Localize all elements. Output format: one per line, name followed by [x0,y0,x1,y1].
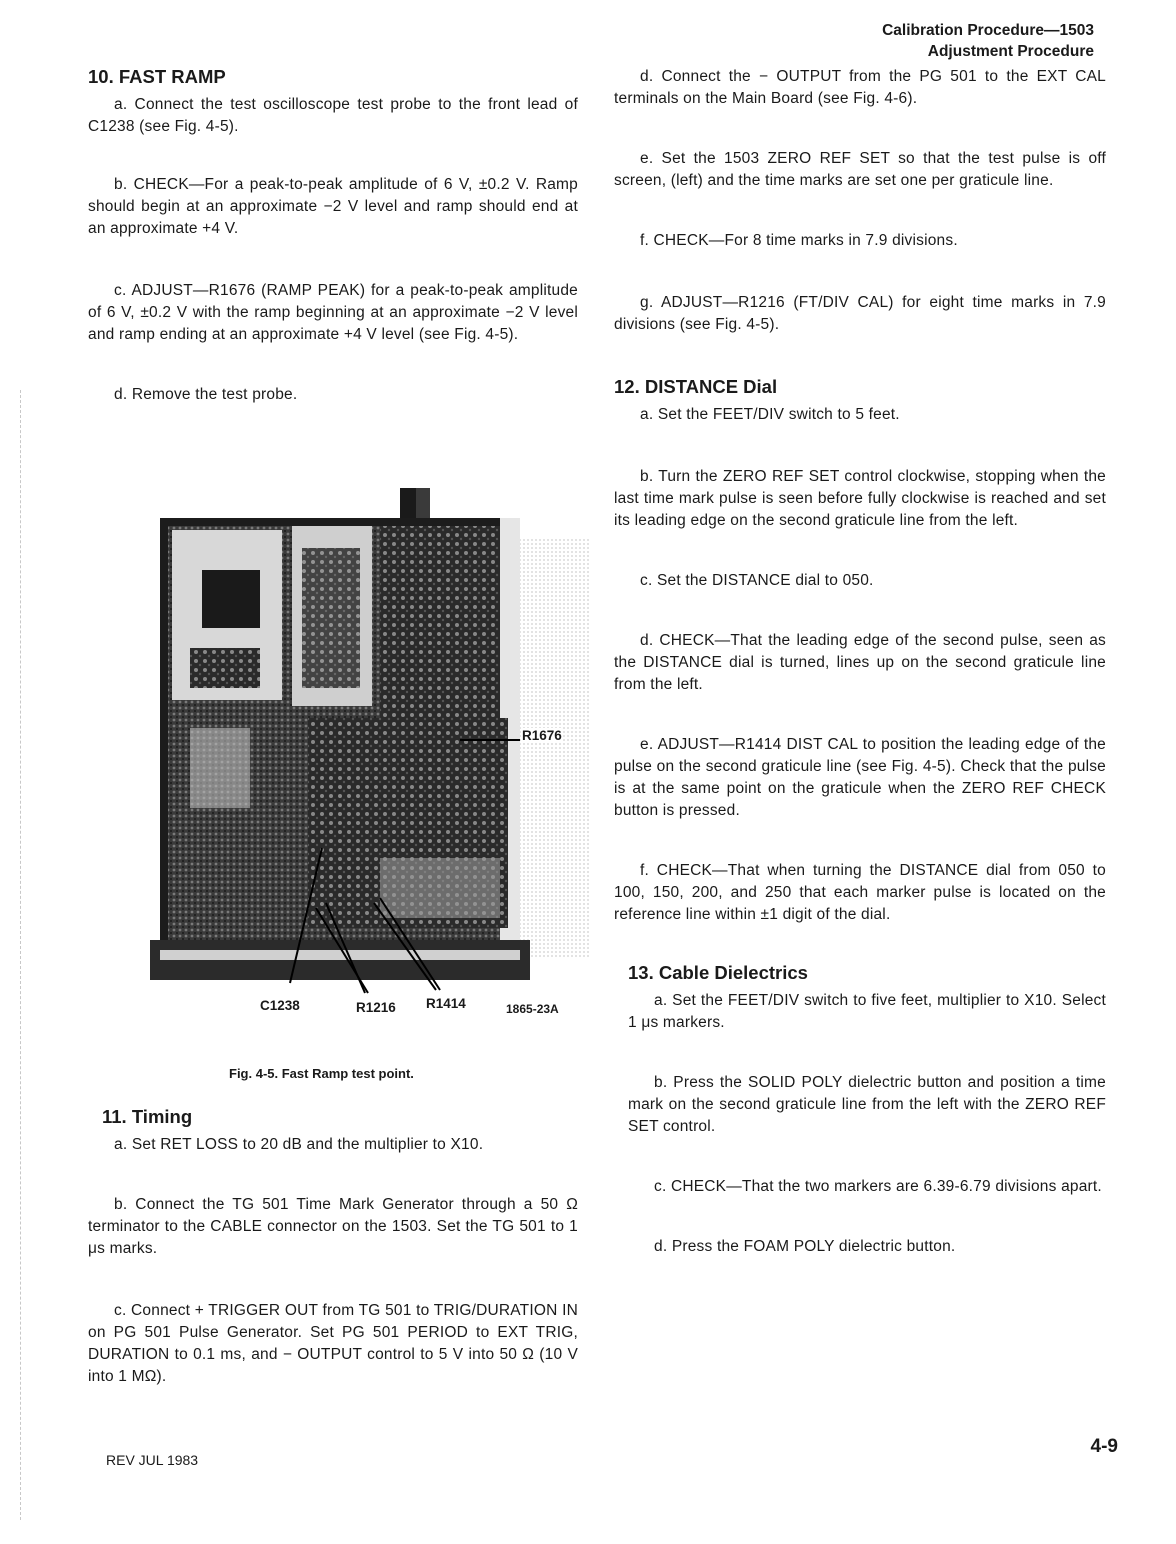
figure-photo [130,478,590,1023]
right-column [614,66,1106,1290]
s11-step-a: a. Set RET LOSS to 20 dB and the multiplier to X10. [114,1136,484,1153]
s12-step-e: e. ADJUST—R1414 DIST CAL to position the leading edge of the pulse on the second graticule line (see Fig. 4-5). Check that the pulse is at the same point on the graticule when the ZERO REF CHECK button is pressed. [614,736,1106,819]
header-subtitle: Adjustment Procedure [927,43,1094,60]
page-number: 4-9 [1090,1436,1118,1457]
s13-step-c: c. CHECK—That the two markers are 6.39-6.79 divisions apart. [654,1178,1102,1195]
label-r1216: R1216 [356,1000,396,1015]
scan-margin-marks [20,390,23,1520]
s10-step-b: b. CHECK—For a peak-to-peak amplitude of 6 V, ±0.2 V. Ramp should begin at an approximate −2 V level and ramp should end at an approximate +4 V. [88,176,578,237]
footer-revision: REV JUL 1983 [106,1452,199,1468]
s11-step-b: b. Connect the TG 501 Time Mark Generator through a 50 Ω terminator to the CABLE connector on the 1503. Set the TG 501 to 1 μs marks. [88,1196,578,1257]
s11-step-c: c. Connect + TRIGGER OUT from TG 501 to TRIG/DURATION IN on PG 501 Pulse Generator. Set PG 501 PERIOD to EXT TRIG, DURATION to 0.1 ms, and − OUTPUT control to 5 V into 50 Ω (10 V into 1 MΩ). [88,1302,578,1385]
label-c1238: C1238 [260,998,300,1013]
label-r1676: R1676 [522,728,562,743]
s11-step-e: e. Set the 1503 ZERO REF SET so that the test pulse is off screen, (left) and the time marks are set one per graticule line. [614,150,1106,189]
section-11-title: 11. Timing [102,1106,193,1127]
figure-id: 1865-23A [506,1002,559,1016]
s12-step-d: d. CHECK—That the leading edge of the second pulse, seen as the DISTANCE dial is turned, lines up on the second graticule line from the left. [614,632,1106,693]
s12-step-f: f. CHECK—That when turning the DISTANCE dial from 050 to 100, 150, 200, and 250 that each marker pulse is located on the reference line within ±1 digit of the dial. [614,862,1106,923]
header-title: Calibration Procedure—1503 [882,22,1094,39]
label-r1414: R1414 [426,996,466,1011]
s12-step-b: b. Turn the ZERO REF SET control clockwise, stopping when the last time mark pulse is seen before fully clockwise is reached and set its leading edge on the second graticule line from the left. [614,468,1106,529]
circuit-board-photo [130,478,590,1023]
page-header [882,20,1094,62]
section-12-title: 12. DISTANCE Dial [614,376,778,397]
s10-step-a: a. Connect the test oscilloscope test probe to the front lead of C1238 (see Fig. 4-5). [88,96,578,135]
s13-step-d: d. Press the FOAM POLY dielectric button. [654,1238,956,1255]
left-column [88,66,578,438]
s11-step-g: g. ADJUST—R1216 (FT/DIV CAL) for eight time marks in 7.9 divisions (see Fig. 4-5). [614,294,1106,333]
s13-step-a: a. Set the FEET/DIV switch to five feet, multiplier to X10. Select 1 μs markers. [628,992,1106,1031]
left-column-lower [88,1106,578,1420]
s10-step-d: d. Remove the test probe. [114,386,298,403]
section-10-title: 10. FAST RAMP [88,66,226,87]
s11-step-d: d. Connect the − OUTPUT from the PG 501 to the EXT CAL terminals on the Main Board (see Fig. 4-6). [614,68,1106,107]
s10-step-c: c. ADJUST—R1676 (RAMP PEAK) for a peak-to-peak amplitude of 6 V, ±0.2 V with the ramp beginning at an approximate −2 V level and ramp ending at an approximate +4 V level (see Fig. 4-5). [88,282,578,343]
s13-step-b: b. Press the SOLID POLY dielectric button and position a time mark on the second graticule line from the left with the ZERO REF SET control. [628,1074,1106,1135]
s11-step-f: f. CHECK—For 8 time marks in 7.9 divisions. [640,232,958,249]
s12-step-a: a. Set the FEET/DIV switch to 5 feet. [640,406,900,423]
section-13-title: 13. Cable Dielectrics [628,962,808,983]
s12-step-c: c. Set the DISTANCE dial to 050. [640,572,874,589]
figure-caption: Fig. 4-5. Fast Ramp test point. [229,1066,414,1081]
